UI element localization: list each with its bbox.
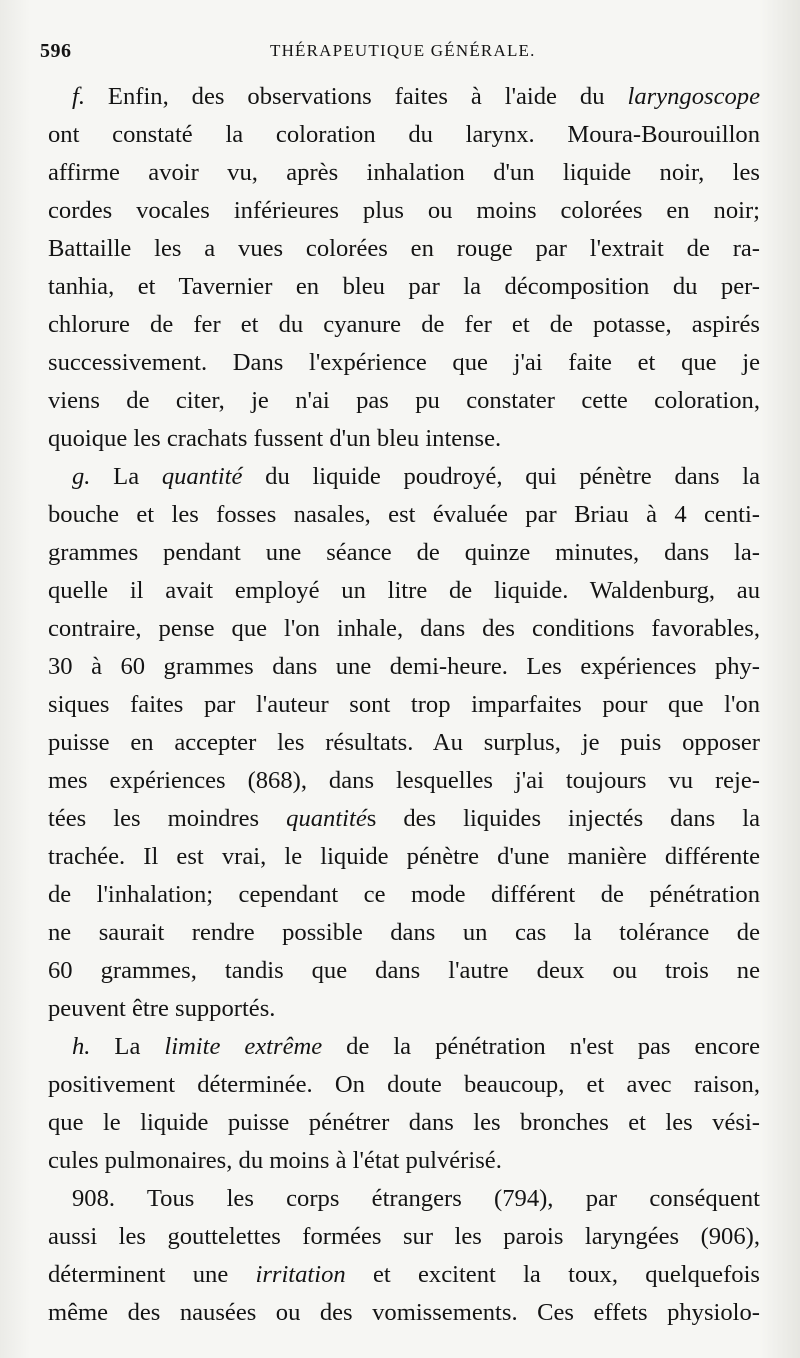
text-line: cules pulmonaires, du moins à l'état pulvérisé. — [48, 1147, 502, 1174]
text-line: peuvent être supportés. — [48, 995, 276, 1022]
text-line: quelle il avait employé un litre de liquide. Waldenburg, au — [48, 577, 760, 604]
body-text — [48, 78, 760, 1332]
text-line: trachée. Il est vrai, le liquide pénètre d'une manière différente — [48, 843, 760, 870]
text-line: déterminent une irritation et excitent la toux, quelquefois — [48, 1261, 760, 1288]
text-line: ne saurait rendre possible dans un cas la tolérance de — [48, 919, 760, 946]
text-line: cordes vocales inférieures plus ou moins colorées en noir; — [48, 197, 760, 224]
text-line: positivement déterminée. On doute beaucoup, et avec raison, — [48, 1071, 760, 1098]
text-line: quoique les crachats fussent d'un bleu intense. — [48, 425, 502, 452]
text-line: bouche et les fosses nasales, est évaluée par Briau à 4 centi- — [48, 501, 760, 528]
text-line: ont constaté la coloration du larynx. Moura-Bourouillon — [48, 121, 760, 148]
page-number: 596 — [40, 40, 72, 62]
text-line: successivement. Dans l'expérience que j'ai faite et que je — [48, 349, 760, 376]
text-line: siques faites par l'auteur sont trop imparfaites pour que l'on — [48, 691, 760, 718]
text-line: viens de citer, je n'ai pas pu constater cette coloration, — [48, 387, 760, 414]
text-line: g. La quantité du liquide poudroyé, qui pénètre dans la — [72, 463, 760, 490]
text-line: h. La limite extrême de la pénétration n'est pas encore — [72, 1033, 760, 1060]
text-line: contraire, pense que l'on inhale, dans des conditions favorables, — [48, 615, 760, 642]
text-line: 30 à 60 grammes dans une demi-heure. Les expériences phy- — [48, 653, 760, 680]
text-line: chlorure de fer et du cyanure de fer et de potasse, aspirés — [48, 311, 760, 338]
text-line: mes expériences (868), dans lesquelles j'ai toujours vu reje- — [48, 767, 760, 794]
page-header — [40, 40, 760, 68]
text-line: 908. Tous les corps étrangers (794), par conséquent — [72, 1185, 760, 1212]
text-line: Battaille les a vues colorées en rouge par l'extrait de ra- — [48, 235, 760, 262]
text-line: 60 grammes, tandis que dans l'autre deux ou trois ne — [48, 957, 760, 984]
text-line: de l'inhalation; cependant ce mode différent de pénétration — [48, 881, 760, 908]
text-line: tanhia, et Tavernier en bleu par la décomposition du per- — [48, 273, 760, 300]
text-line: affirme avoir vu, après inhalation d'un liquide noir, les — [48, 159, 760, 186]
running-head: THÉRAPEUTIQUE GÉNÉRALE. — [270, 41, 536, 60]
text-line: grammes pendant une séance de quinze minutes, dans la- — [48, 539, 760, 566]
text-line: f. Enfin, des observations faites à l'aide du laryngoscope — [72, 83, 760, 110]
text-line: même des nausées ou des vomissements. Ces effets physiolo- — [48, 1299, 760, 1326]
text-line: que le liquide puisse pénétrer dans les bronches et les vési- — [48, 1109, 760, 1136]
text-line: puisse en accepter les résultats. Au surplus, je puis opposer — [48, 729, 760, 756]
text-line: tées les moindres quantités des liquides injectés dans la — [48, 805, 760, 832]
text-line: aussi les gouttelettes formées sur les parois laryngées (906), — [48, 1223, 760, 1250]
